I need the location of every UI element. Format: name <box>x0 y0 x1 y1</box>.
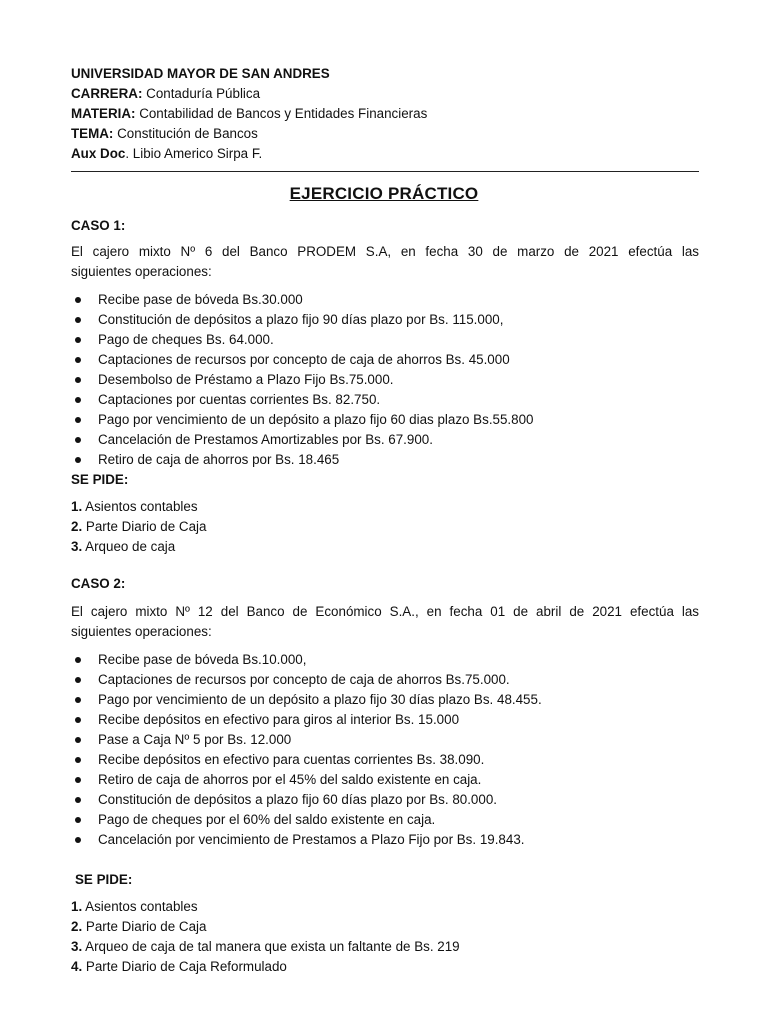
aux-doc-label: Aux Doc <box>71 146 126 161</box>
bullet-icon <box>75 657 81 663</box>
caso-1-section <box>71 216 699 557</box>
materia-line <box>71 104 699 124</box>
list-item: 1. Asientos contables <box>71 899 198 914</box>
bullet-icon <box>75 837 81 843</box>
list-item: 2. Parte Diario de Caja <box>71 919 207 934</box>
bullet-icon <box>75 317 81 323</box>
caso-1-intro <box>71 242 699 282</box>
bullet-icon <box>75 457 81 463</box>
list-item: Retiro de caja de ahorros por el 45% del saldo existente en caja. <box>71 770 699 790</box>
list-item: Recibe pase de bóveda Bs.30.000 <box>71 290 699 310</box>
materia-value: Contabilidad de Bancos y Entidades Financieras <box>135 106 428 121</box>
caso-2-heading: CASO 2: <box>71 576 126 591</box>
bullet-icon <box>75 377 81 383</box>
page-title: EJERCICIO PRÁCTICO <box>289 184 479 203</box>
caso-1-se-pide: SE PIDE: <box>71 472 129 487</box>
bullet-icon <box>75 737 81 743</box>
list-item: 1. Asientos contables <box>71 499 198 514</box>
bullet-icon <box>75 357 81 363</box>
list-item: Pase a Caja Nº 5 por Bs. 12.000 <box>71 730 699 750</box>
caso-2-intro-line-1: El cajero mixto Nº 12 del Banco de Económico S.A., en fecha 01 de abril de 2021 efectúa las <box>71 604 699 619</box>
bullet-icon <box>75 817 81 823</box>
list-item: Captaciones por cuentas corrientes Bs. 82.750. <box>71 390 699 410</box>
materia-label: MATERIA: <box>71 106 136 121</box>
header-divider <box>71 171 699 172</box>
caso-1-operations-list <box>71 290 699 470</box>
tema-line <box>71 124 699 144</box>
caso-1-intro-line-1: El cajero mixto Nº 6 del Banco PRODEM S.A, en fecha 30 de marzo de 2021 efectúa las <box>71 244 699 259</box>
bullet-icon <box>75 717 81 723</box>
caso-1-intro-line-2: siguientes operaciones: <box>71 264 212 279</box>
list-item: Captaciones de recursos por concepto de caja de ahorros Bs.75.000. <box>71 670 699 690</box>
bullet-icon <box>75 757 81 763</box>
bullet-icon <box>75 797 81 803</box>
bullet-icon <box>75 437 81 443</box>
bullet-icon <box>75 297 81 303</box>
caso-2-se-pide: SE PIDE: <box>75 872 133 887</box>
caso-1-heading: CASO 1: <box>71 218 126 233</box>
list-item: Recibe depósitos en efectivo para giros al interior Bs. 15.000 <box>71 710 699 730</box>
bullet-icon <box>75 397 81 403</box>
list-item: Pago por vencimiento de un depósito a plazo fijo 60 dias plazo Bs.55.800 <box>71 410 699 430</box>
caso-2-intro-line-2: siguientes operaciones: <box>71 624 212 639</box>
document-header <box>71 64 699 164</box>
list-item: Constitución de depósitos a plazo fijo 60 días plazo por Bs. 80.000. <box>71 790 699 810</box>
bullet-icon <box>75 337 81 343</box>
carrera-label: CARRERA: <box>71 86 143 101</box>
aux-doc-value: . Libio Americo Sirpa F. <box>125 146 263 161</box>
list-item: Constitución de depósitos a plazo fijo 90 días plazo por Bs. 115.000, <box>71 310 699 330</box>
list-item: Captaciones de recursos por concepto de caja de ahorros Bs. 45.000 <box>71 350 699 370</box>
list-item: Desembolso de Préstamo a Plazo Fijo Bs.75.000. <box>71 370 699 390</box>
aux-doc-line <box>71 144 699 164</box>
list-item: 3. Arqueo de caja de tal manera que exista un faltante de Bs. 219 <box>71 939 460 954</box>
caso-2-requirements-list <box>71 897 699 977</box>
bullet-icon <box>75 417 81 423</box>
caso-1-requirements-list <box>71 497 699 557</box>
list-item: Cancelación por vencimiento de Prestamos a Plazo Fijo por Bs. 19.843. <box>71 830 699 850</box>
list-item: Pago de cheques por el 60% del saldo existente en caja. <box>71 810 699 830</box>
bullet-icon <box>75 777 81 783</box>
list-item: Retiro de caja de ahorros por Bs. 18.465 <box>71 450 699 470</box>
caso-2-section <box>71 574 699 977</box>
list-item: Pago de cheques Bs. 64.000. <box>71 330 699 350</box>
list-item: 2. Parte Diario de Caja <box>71 519 207 534</box>
carrera-line <box>71 84 699 104</box>
list-item: Pago por vencimiento de un depósito a plazo fijo 30 días plazo Bs. 48.455. <box>71 690 699 710</box>
list-item: Recibe pase de bóveda Bs.10.000, <box>71 650 699 670</box>
list-item: 3. Arqueo de caja <box>71 539 176 554</box>
bullet-icon <box>75 697 81 703</box>
list-item: Cancelación de Prestamos Amortizables por Bs. 67.900. <box>71 430 699 450</box>
caso-2-operations-list <box>71 650 699 850</box>
caso-2-intro <box>71 602 699 642</box>
university-name: UNIVERSIDAD MAYOR DE SAN ANDRES <box>71 66 330 81</box>
list-item: 4. Parte Diario de Caja Reformulado <box>71 959 287 974</box>
bullet-icon <box>75 677 81 683</box>
carrera-value: Contaduría Pública <box>142 86 261 101</box>
tema-value: Constitución de Bancos <box>113 126 258 141</box>
list-item: Recibe depósitos en efectivo para cuentas corrientes Bs. 38.090. <box>71 750 699 770</box>
tema-label: TEMA: <box>71 126 114 141</box>
